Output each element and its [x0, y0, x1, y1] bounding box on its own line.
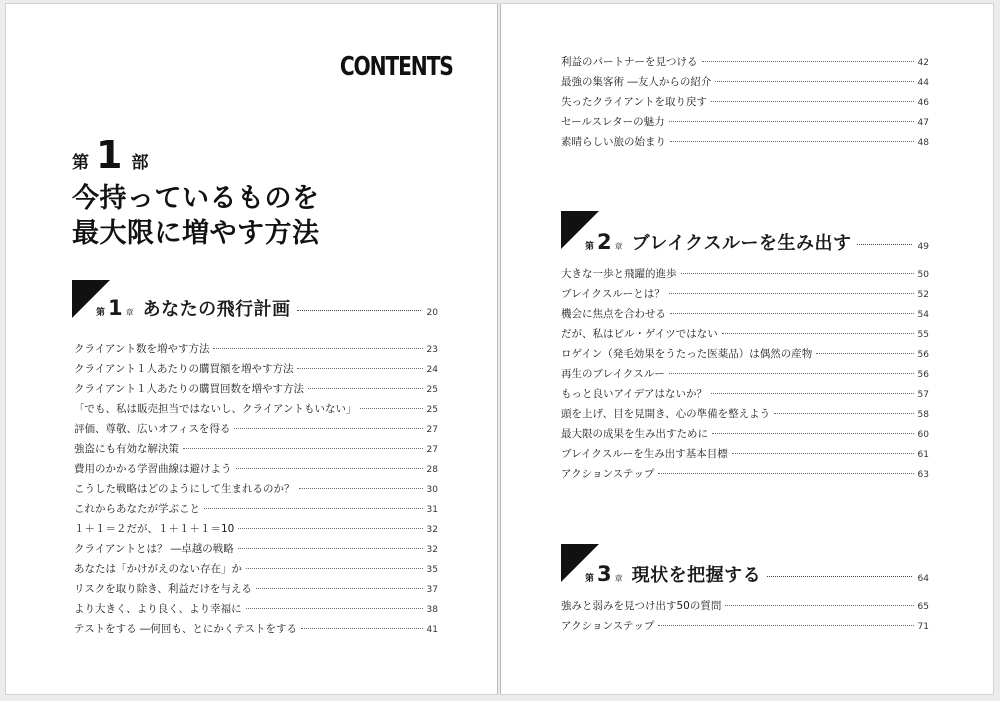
- toc-entry-title: 強みと弱みを見つけ出す50の質問: [561, 600, 722, 612]
- toc-entry[interactable]: [561, 266, 929, 286]
- chapter3-leader: [767, 576, 911, 577]
- toc-entry[interactable]: [561, 446, 929, 466]
- toc-dot-leader: [246, 608, 423, 609]
- toc-entry-page: 25: [426, 385, 438, 395]
- toc-entry[interactable]: [561, 346, 929, 366]
- toc-dot-leader: [238, 528, 422, 529]
- chapter1-toc: [74, 341, 438, 641]
- toc-entry[interactable]: [561, 366, 929, 386]
- toc-entry-page: 38: [426, 605, 438, 615]
- toc-entry[interactable]: [74, 401, 438, 421]
- toc-entry-page: 25: [426, 405, 438, 415]
- toc-entry[interactable]: [561, 94, 929, 114]
- chapter3-number: 3: [597, 562, 612, 586]
- toc-entry-page: 60: [917, 430, 929, 440]
- toc-dot-leader: [658, 625, 913, 626]
- toc-entry-title: 再生のブレイクスルー: [561, 368, 665, 380]
- toc-entry-page: 35: [426, 565, 438, 575]
- toc-entry-title: 機会に焦点を合わせる: [561, 308, 666, 320]
- toc-dot-leader: [669, 373, 914, 374]
- chapter2-leader: [857, 244, 911, 245]
- toc-dot-leader: [681, 273, 914, 274]
- toc-entry-page: 61: [917, 450, 929, 460]
- toc-dot-leader: [360, 408, 422, 409]
- toc-entry-title: クライアント１人あたりの購買額を増やす方法: [74, 363, 294, 375]
- toc-entry[interactable]: [561, 466, 929, 486]
- toc-entry[interactable]: [561, 74, 929, 94]
- toc-dot-leader: [670, 141, 914, 142]
- toc-dot-leader: [297, 368, 422, 369]
- toc-entry-title: これからあなたが学ぶこと: [74, 503, 200, 515]
- toc-entry-title: ブレイクスルーを生み出す基本目標: [561, 448, 728, 460]
- toc-dot-leader: [234, 428, 422, 429]
- toc-entry-title: セールスレターの魅力: [561, 116, 665, 128]
- toc-entry-title: 評価、尊敬、広いオフィスを得る: [74, 423, 231, 435]
- toc-entry[interactable]: [74, 461, 438, 481]
- chapter2-number: 2: [597, 230, 612, 254]
- toc-dot-leader: [816, 353, 913, 354]
- chapter1-page: 20: [426, 308, 438, 318]
- toc-dot-leader: [669, 121, 914, 122]
- chapter3-page: 64: [917, 574, 929, 584]
- toc-entry-page: 58: [917, 410, 929, 420]
- toc-entry[interactable]: [561, 618, 929, 638]
- toc-entry-title: 費用のかかる学習曲線は避けよう: [74, 463, 232, 475]
- toc-entry-page: 56: [917, 370, 929, 380]
- toc-entry[interactable]: [561, 326, 929, 346]
- toc-entry[interactable]: [561, 134, 929, 154]
- toc-entry[interactable]: [74, 521, 438, 541]
- toc-dot-leader: [711, 393, 913, 394]
- toc-dot-leader: [256, 588, 423, 589]
- chapter1-leader: [297, 310, 421, 311]
- toc-dot-leader: [299, 488, 423, 489]
- toc-dot-leader: [670, 313, 914, 314]
- toc-entry-page: 23: [426, 345, 438, 355]
- part-number: 1: [96, 133, 123, 177]
- chapter2-dai: 第: [585, 242, 595, 252]
- toc-entry-page: 55: [917, 330, 929, 340]
- toc-entry-title: 失ったクライアントを取り戻す: [561, 96, 707, 108]
- part-dai: 第: [72, 153, 89, 173]
- contents-heading: CONTENTS: [340, 52, 453, 82]
- toc-entry-page: 41: [426, 625, 438, 635]
- toc-dot-leader: [722, 333, 914, 334]
- toc-entry-page: 71: [917, 622, 929, 632]
- toc-entry[interactable]: [74, 381, 438, 401]
- part-bu: 部: [131, 153, 149, 173]
- toc-entry[interactable]: [561, 306, 929, 326]
- toc-entry[interactable]: [74, 501, 438, 521]
- toc-entry-title: だが、私はビル・ゲイツではない: [561, 328, 718, 340]
- toc-entry-title: ブレイクスルーとは？: [561, 288, 665, 300]
- toc-entry-page: 32: [426, 525, 438, 535]
- toc-entry-title: １＋１＝２だが、１＋１＋１＝10: [74, 523, 235, 535]
- toc-dot-leader: [669, 293, 914, 294]
- chapter1-dai: 第: [96, 308, 106, 318]
- toc-dot-leader: [246, 568, 423, 569]
- toc-dot-leader: [732, 453, 914, 454]
- toc-entry-page: 47: [917, 118, 929, 128]
- toc-dot-leader: [238, 548, 423, 549]
- toc-entry-page: 44: [917, 78, 929, 88]
- toc-entry-title: もっと良いアイデアはないか？: [561, 388, 708, 400]
- toc-entry-page: 30: [426, 485, 438, 495]
- toc-entry-title: クライアントとは？ ―卓越の戦略: [74, 543, 234, 555]
- right-page: [500, 3, 994, 695]
- toc-dot-leader: [702, 61, 914, 62]
- toc-entry-page: 46: [917, 98, 929, 108]
- toc-entry-page: 31: [426, 505, 438, 515]
- toc-dot-leader: [213, 348, 422, 349]
- toc-entry-title: ロゲイン（発毛効果をうたった医薬品）は偶然の産物: [561, 348, 813, 360]
- toc-entry-page: 27: [426, 425, 438, 435]
- toc-entry[interactable]: [561, 286, 929, 306]
- toc-entry-page: 54: [917, 310, 929, 320]
- toc-entry[interactable]: [74, 581, 438, 601]
- toc-entry-title: リスクを取り除き、利益だけを与える: [74, 583, 252, 595]
- toc-entry-title: 最大限の成果を生み出すために: [561, 428, 708, 440]
- chapter2-title: ブレイクスルーを生み出す: [631, 233, 852, 254]
- chapter3-toc: [561, 598, 929, 638]
- toc-entry[interactable]: [561, 598, 929, 618]
- toc-entry-title: こうした戦略はどのようにして生まれるのか？: [74, 483, 295, 495]
- chapter2-sho: 章: [614, 242, 623, 251]
- toc-entry[interactable]: [74, 481, 438, 501]
- toc-entry-title: アクションステップ: [561, 468, 655, 480]
- toc-entry-title: 最強の集客術 ―友人からの紹介: [561, 76, 712, 88]
- chapter2-page: 49: [917, 242, 929, 252]
- chapter3-title: 現状を把握する: [631, 565, 762, 586]
- toc-entry-title: より大きく、より良く、より幸福に: [74, 603, 242, 615]
- toc-entry-page: 63: [917, 470, 929, 480]
- toc-entry-page: 32: [426, 545, 438, 555]
- part-title: [72, 181, 320, 251]
- toc-entry[interactable]: [561, 426, 929, 446]
- toc-entry-title: 大きな一歩と飛躍的進歩: [561, 268, 677, 280]
- toc-entry-title: テストをする ―何回も、とにかくテストをする: [74, 623, 297, 635]
- toc-entry-page: 37: [426, 585, 438, 595]
- toc-entry[interactable]: [74, 601, 438, 621]
- toc-dot-leader: [236, 468, 423, 469]
- toc-entry-title: アクションステップ: [561, 620, 655, 632]
- toc-dot-leader: [308, 388, 423, 389]
- toc-entry-title: 素晴らしい旅の始まり: [561, 136, 666, 148]
- part-label: [72, 133, 149, 177]
- chapter3-dai: 第: [585, 574, 595, 584]
- part-title-line2: 最大限に増やす方法: [72, 218, 320, 249]
- chapter1-title: あなたの飛行計画: [142, 299, 291, 320]
- chapter1-heading[interactable]: [96, 295, 438, 321]
- toc-dot-leader: [774, 413, 913, 414]
- toc-dot-leader: [715, 81, 913, 82]
- toc-entry[interactable]: [74, 441, 438, 461]
- toc-entry-page: 27: [426, 445, 438, 455]
- toc-dot-leader: [204, 508, 423, 509]
- toc-entry-title: クライアント１人あたりの購買回数を増やす方法: [74, 383, 304, 395]
- chapter3-heading[interactable]: [585, 561, 929, 587]
- toc-dot-leader: [712, 433, 914, 434]
- toc-entry-title: 「でも、私は販売担当ではないし、クライアントもいない」: [74, 403, 357, 415]
- chapter2-toc: [561, 266, 929, 486]
- toc-entry-page: 42: [917, 58, 929, 68]
- toc-dot-leader: [725, 605, 913, 606]
- toc-entry-page: 50: [917, 270, 929, 280]
- toc-entry-page: 52: [917, 290, 929, 300]
- toc-entry-title: 強盗にも有効な解決策: [74, 443, 179, 455]
- toc-entry-page: 57: [917, 390, 929, 400]
- continued-toc: [561, 54, 929, 154]
- toc-entry[interactable]: [74, 421, 438, 441]
- toc-entry-page: 28: [426, 465, 438, 475]
- toc-entry-page: 48: [917, 138, 929, 148]
- part-title-line1: 今持っているものを: [72, 183, 320, 214]
- chapter1-number: 1: [108, 296, 123, 320]
- toc-entry[interactable]: [74, 341, 438, 361]
- toc-entry[interactable]: [74, 361, 438, 381]
- chapter3-sho: 章: [614, 574, 623, 583]
- toc-entry-title: 頭を上げ、目を見開き、心の準備を整えよう: [561, 408, 771, 420]
- left-page: [5, 3, 498, 695]
- toc-entry-page: 24: [426, 365, 438, 375]
- toc-entry[interactable]: [561, 114, 929, 134]
- toc-entry-title: あなたは「かけがえのない存在」か: [74, 563, 242, 575]
- toc-entry[interactable]: [561, 386, 929, 406]
- toc-dot-leader: [711, 101, 914, 102]
- chapter2-heading[interactable]: [585, 229, 929, 255]
- toc-dot-leader: [658, 473, 913, 474]
- toc-entry[interactable]: [74, 621, 438, 641]
- toc-entry[interactable]: [561, 54, 929, 74]
- chapter1-sho: 章: [125, 308, 134, 317]
- toc-entry[interactable]: [74, 561, 438, 581]
- toc-dot-leader: [301, 628, 423, 629]
- toc-entry-title: 利益のパートナーを見つける: [561, 56, 698, 68]
- toc-entry[interactable]: [74, 541, 438, 561]
- toc-dot-leader: [183, 448, 423, 449]
- toc-entry-page: 65: [917, 602, 929, 612]
- toc-entry-title: クライアント数を増やす方法: [74, 343, 210, 355]
- toc-entry[interactable]: [561, 406, 929, 426]
- toc-entry-page: 56: [917, 350, 929, 360]
